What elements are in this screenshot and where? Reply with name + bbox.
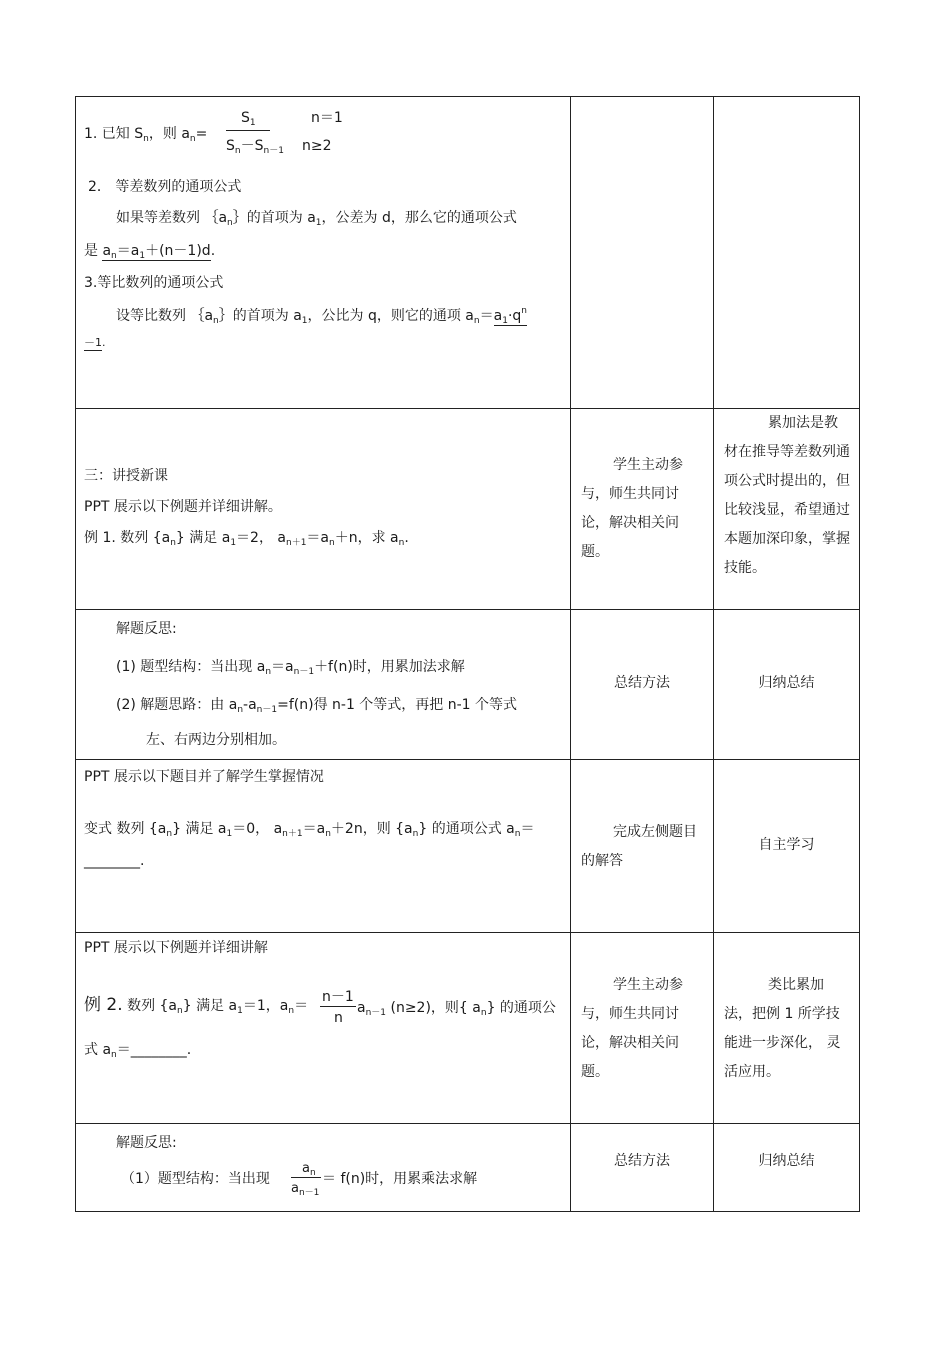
student-activity-cell	[571, 409, 714, 610]
condition-n-equals-1: n＝1	[311, 110, 343, 126]
student-activity-cell	[571, 1124, 714, 1212]
reflection-title: 解题反思:	[116, 621, 177, 637]
ppt-instruction: PPT 展示以下例题并详细讲解	[84, 940, 268, 956]
student-activity-cell	[571, 760, 714, 933]
student-activity-text: 总结方法	[614, 675, 670, 691]
example-1: 例 1. 数列 $\{a_n\}$ 满足 $a_1=2$， $a_{n+1}=a_n+n$，求 $a_n$.	[84, 530, 409, 548]
example-2-cont: $a_{n-1}$ (n≥2)，则{ $a_n$} 的通项公	[357, 1000, 556, 1018]
reflection-point-1: (1) 题型结构：当出现 $a_n=a_{n-1}+f(n)$时，用累加法求解	[116, 659, 465, 677]
table-row	[76, 97, 860, 409]
design-intent-cell	[714, 610, 860, 760]
fraction-bar	[291, 1177, 321, 1178]
table-row	[76, 1124, 860, 1212]
content-cell	[76, 610, 571, 760]
reflection-point-1: （1）题型结构：当出现	[121, 1171, 270, 1187]
design-intent-cell	[714, 760, 860, 933]
design-intent-cell	[714, 97, 860, 409]
example-2: 例 2. 数列 $\{a_n\}$ 满足 $a_1=1$，$a_n=$	[84, 995, 309, 1016]
arithmetic-formula: 是 $a_n=a_1+(n-1)d$.	[84, 243, 216, 261]
table-row	[76, 409, 860, 610]
design-intent-text: 累加法是教材在推导等差数列通项公式时提出的，但比较浅显，希望通过本题加深印象，掌握技能。	[724, 415, 850, 576]
formula-an-by-sn: 1. 已知 $S_n$，则 $a_n=$	[84, 126, 208, 144]
lesson-plan-table	[75, 96, 860, 1212]
content-cell	[76, 1124, 571, 1212]
content-cell	[76, 933, 571, 1124]
fraction-numerator: $a_n$	[302, 1161, 316, 1178]
design-intent-text: 自主学习	[758, 837, 815, 853]
piecewise-bottom: $S_n-S_{n-1}$	[226, 138, 284, 156]
student-activity-text: 总结方法	[614, 1153, 670, 1169]
design-intent-cell	[714, 1124, 860, 1212]
section-arithmetic-title: 2． 等差数列的通项公式	[88, 179, 242, 195]
reflection-point-2-cont: 左、右两边分别相加。	[146, 732, 286, 748]
student-activity-cell	[571, 933, 714, 1124]
design-intent-text: 归纳总结	[758, 675, 815, 691]
table-row	[76, 760, 860, 933]
fraction-denominator: n	[334, 1010, 343, 1026]
fraction-bar	[320, 1006, 356, 1007]
ppt-instruction: PPT 展示以下例题并详细讲解。	[84, 499, 282, 515]
arithmetic-body: 如果等差数列 $\{a_n\}$的首项为 $a_1$，公差为 d，那么它的通项公式	[116, 210, 517, 228]
ppt-instruction: PPT 展示以下题目并了解学生掌握情况	[84, 769, 324, 785]
student-activity-text: 完成左侧题目的解答	[581, 824, 697, 869]
student-activity-text: 学生主动参与，师生共同讨论，解决相关问题。	[581, 457, 683, 560]
table-row	[76, 933, 860, 1124]
section-geometric-title: 3.等比数列的通项公式	[84, 275, 224, 291]
variant-problem: 变式 数列 $\{a_n\}$ 满足 $a_1=0$， $a_{n+1}=a_n+2n$，则 $\{a_n\}$ 的通项公式 $a_n=$	[84, 821, 535, 839]
fraction-numerator: n－1	[322, 989, 354, 1005]
condition-n-ge-2: n≥2	[302, 138, 332, 154]
content-cell	[76, 409, 571, 610]
reflection-title: 解题反思:	[116, 1135, 177, 1151]
design-intent-cell	[714, 409, 860, 610]
reflection-point-2: (2) 解题思路：由 $a_n-a_{n-1}=f(n)$得 n-1 个等式，再把 n-1 个等式	[116, 697, 518, 715]
geometric-exponent-cont: －1.	[84, 336, 106, 349]
student-activity-cell	[571, 610, 714, 760]
section-heading: 三：讲授新课	[84, 468, 168, 484]
table-row	[76, 610, 860, 760]
content-cell	[76, 97, 571, 409]
geometric-body: 设等比数列 $\{a_n\}$的首项为 $a_1$，公比为 q，则它的通项 $a_n=a_1\cdot q^n$	[116, 306, 527, 326]
design-intent-text: 类比累加法，把例 1 所学技能进一步深化， 灵活应用。	[724, 977, 841, 1080]
design-intent-text: 归纳总结	[758, 1153, 815, 1169]
content-cell	[76, 760, 571, 933]
fraction-denominator: $a_{n-1}$	[291, 1181, 320, 1198]
example-2-line2: 式 $a_n=\_\_\_\_\_\_\_\_$.	[84, 1042, 192, 1060]
student-activity-text: 学生主动参与，师生共同讨论，解决相关问题。	[581, 977, 683, 1080]
design-intent-cell	[714, 933, 860, 1124]
piecewise-top: $S_1$	[241, 110, 256, 128]
reflection-point-1-cont: ＝ f(n)时，用累乘法求解	[322, 1171, 478, 1187]
fraction-bar	[226, 130, 270, 131]
answer-blank: ________.	[84, 853, 145, 869]
student-activity-cell	[571, 97, 714, 409]
